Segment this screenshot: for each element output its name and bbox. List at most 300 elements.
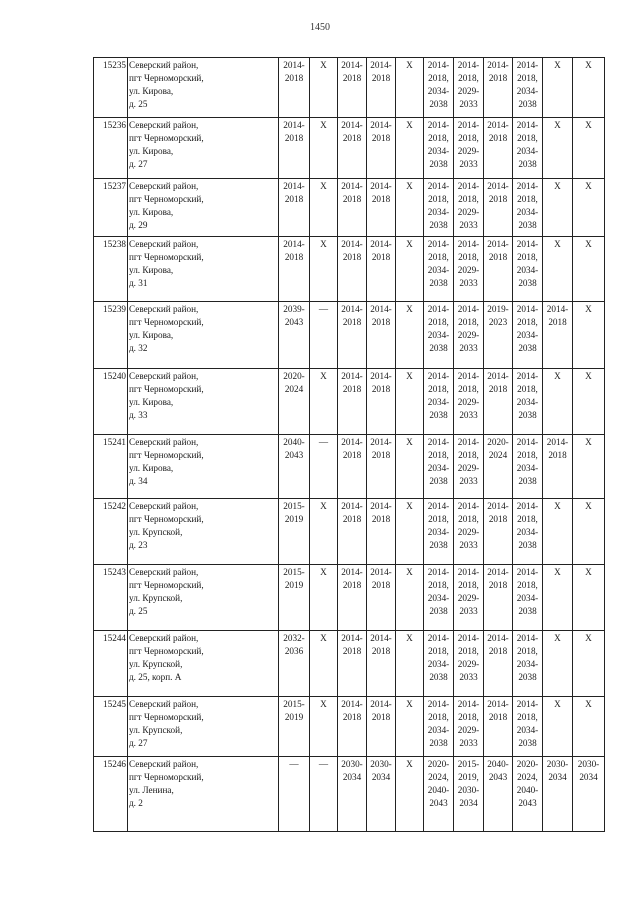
period-cell (367, 179, 396, 237)
address-line: ул. Кирова, (129, 207, 174, 217)
table-row (94, 179, 605, 237)
address-cell (128, 58, 279, 118)
address-line: Северский район, (129, 437, 199, 447)
period-cell (573, 435, 605, 499)
period-line: 2014- (516, 501, 539, 511)
period-cell (310, 757, 338, 832)
period-line: 2038 (518, 476, 537, 486)
period-cell (484, 237, 513, 302)
period-cell (454, 58, 484, 118)
period-line: — (289, 759, 299, 769)
period-line: 2018 (488, 252, 508, 262)
period-line: 2018, (517, 133, 538, 143)
period-line: 2014- (516, 60, 539, 70)
period-line: — (318, 437, 329, 447)
period-line: X (554, 371, 561, 381)
period-line: X (554, 60, 561, 70)
period-line: X (554, 181, 561, 191)
period-cell (310, 237, 338, 302)
address-line: ул. Ленина, (129, 785, 174, 795)
period-cell (513, 631, 543, 697)
period-line: 2034- (427, 397, 450, 407)
period-line: 2033 (459, 540, 478, 550)
period-cell (424, 697, 454, 757)
period-line: 2034- (516, 397, 539, 407)
period-cell (573, 369, 605, 435)
period-line: 2014- (427, 501, 450, 511)
address-line: пгт Черноморский, (129, 133, 204, 143)
period-cell (310, 302, 338, 369)
period-line: 2018, (458, 712, 479, 722)
period-line: 2034- (516, 593, 539, 603)
period-line: 2018 (342, 646, 362, 656)
period-line: X (585, 633, 592, 643)
period-line: 2014- (341, 181, 363, 191)
period-cell (279, 302, 310, 369)
period-cell (513, 697, 543, 757)
address-line: д. 25 (129, 606, 148, 616)
period-cell (484, 58, 513, 118)
period-line: X (406, 181, 413, 191)
period-line: — (318, 304, 329, 314)
address-line: д. 2 (129, 798, 143, 808)
period-line: 2014- (487, 60, 509, 70)
period-cell (513, 565, 543, 631)
address-line: ул. Крупской, (129, 725, 183, 735)
period-line: 2014- (487, 699, 509, 709)
period-line: 2018 (371, 646, 391, 656)
address-cell (128, 118, 279, 179)
address-line: Северский район, (129, 699, 199, 709)
period-line: X (406, 759, 413, 769)
period-cell (338, 179, 367, 237)
period-line: 2018, (458, 194, 479, 204)
period-line: 2038 (429, 278, 448, 288)
period-line: 2040- (283, 437, 305, 447)
period-line: 2024, (517, 772, 538, 782)
row-number-cell: 15240 (94, 369, 128, 435)
period-line: 2029- (457, 659, 480, 669)
address-line: пгт Черноморский, (129, 73, 204, 83)
address-line: пгт Черноморский, (129, 772, 204, 782)
period-cell (367, 237, 396, 302)
address-line: пгт Черноморский, (129, 646, 204, 656)
period-line: 2018 (342, 712, 362, 722)
row-number-cell: 15242 (94, 499, 128, 565)
table-row (94, 237, 605, 302)
address-line: ул. Кирова, (129, 86, 174, 96)
period-line: 2038 (429, 159, 448, 169)
period-line: 2033 (459, 278, 478, 288)
period-line: X (554, 567, 561, 577)
period-cell (513, 435, 543, 499)
period-cell (367, 58, 396, 118)
period-line: X (320, 633, 327, 643)
period-cell (454, 565, 484, 631)
period-line: X (585, 239, 592, 249)
address-line: д. 25, корп. А (129, 672, 182, 682)
period-line: 2014- (487, 633, 509, 643)
period-line: 2014- (341, 699, 363, 709)
period-line: 2014- (487, 567, 509, 577)
period-line: 2018, (428, 133, 449, 143)
period-line: X (554, 120, 561, 130)
period-line: 2034- (516, 86, 539, 96)
period-line: X (554, 239, 561, 249)
address-line: ул. Кирова, (129, 330, 174, 340)
period-cell (543, 565, 573, 631)
period-cell (513, 237, 543, 302)
period-line: 2018, (458, 646, 479, 656)
row-number-cell: 15235 (94, 58, 128, 118)
period-line: 2038 (518, 606, 537, 616)
period-line: 2034- (427, 593, 450, 603)
address-line: Северский район, (129, 181, 199, 191)
period-line: 2018, (428, 73, 449, 83)
period-line: 2038 (429, 410, 448, 420)
period-line: 2034- (427, 330, 450, 340)
period-line: 2029- (457, 527, 480, 537)
period-cell (279, 757, 310, 832)
period-line: 2014- (370, 699, 392, 709)
period-line: 2018, (428, 317, 449, 327)
row-number-cell: 15239 (94, 302, 128, 369)
period-line: 2030- (546, 759, 569, 769)
period-line: 2018 (284, 133, 304, 143)
period-line: 2018 (342, 580, 362, 590)
period-cell (424, 435, 454, 499)
address-line: Северский район, (129, 501, 199, 511)
address-line: д. 34 (129, 476, 148, 486)
period-line: 2020- (516, 759, 539, 769)
period-line: 2018 (488, 514, 508, 524)
period-cell (367, 499, 396, 565)
period-line: 2034- (427, 463, 450, 473)
address-line: ул. Кирова, (129, 146, 174, 156)
period-line: 2034- (516, 527, 539, 537)
period-line: 2034- (516, 725, 539, 735)
address-line: пгт Черноморский, (129, 450, 204, 460)
period-cell (367, 565, 396, 631)
table-row (94, 369, 605, 435)
period-cell (396, 757, 424, 832)
period-line: 2040- (516, 785, 539, 795)
period-line: 2023 (488, 317, 508, 327)
period-cell (396, 697, 424, 757)
period-line: 2029- (457, 330, 480, 340)
period-line: 2043 (429, 798, 448, 808)
period-line: 2034 (579, 772, 598, 782)
period-line: 2033 (459, 343, 478, 353)
period-line: 2018, (517, 580, 538, 590)
period-line: X (406, 437, 413, 447)
period-line: 2034- (516, 330, 539, 340)
period-cell (543, 118, 573, 179)
period-line: X (406, 501, 413, 511)
period-cell (396, 237, 424, 302)
period-cell (310, 369, 338, 435)
period-cell (573, 499, 605, 565)
period-line: 2014- (370, 181, 392, 191)
period-cell (310, 697, 338, 757)
period-line: 2014- (370, 60, 392, 70)
period-cell (484, 369, 513, 435)
period-line: 2018, (428, 646, 449, 656)
period-cell (484, 631, 513, 697)
period-line: 2038 (518, 672, 537, 682)
period-line: 2018 (371, 133, 391, 143)
period-line: 2014- (516, 567, 539, 577)
period-line: X (320, 181, 327, 191)
period-line: 2014- (487, 120, 509, 130)
period-cell (454, 499, 484, 565)
period-line: 2014- (457, 60, 480, 70)
address-cell (128, 237, 279, 302)
period-line: 2014- (370, 304, 392, 314)
period-line: 2014- (341, 371, 363, 381)
period-line: 2014- (457, 239, 480, 249)
address-line: д. 32 (129, 343, 148, 353)
period-line: X (406, 567, 413, 577)
period-cell (310, 631, 338, 697)
period-cell (484, 302, 513, 369)
period-line: 2018, (428, 194, 449, 204)
period-line: X (320, 501, 327, 511)
period-cell (424, 499, 454, 565)
period-line: 2034- (427, 659, 450, 669)
period-line: 2015- (457, 759, 480, 769)
period-cell (573, 697, 605, 757)
address-line: пгт Черноморский, (129, 252, 204, 262)
period-cell (573, 565, 605, 631)
period-line: 2030- (457, 785, 480, 795)
period-line: 2018 (342, 450, 362, 460)
period-line: 2015- (283, 567, 305, 577)
period-cell (454, 435, 484, 499)
row-number-cell: 15246 (94, 757, 128, 832)
table-row (94, 757, 605, 832)
period-line: 2014- (341, 304, 363, 314)
period-line: 2018 (342, 384, 362, 394)
period-line: 2038 (429, 343, 448, 353)
period-line: 2040- (487, 759, 509, 769)
period-cell (367, 369, 396, 435)
address-line: Северский район, (129, 120, 199, 130)
address-line: Северский район, (129, 371, 199, 381)
period-line: 2032- (283, 633, 305, 643)
period-line: 2034- (427, 527, 450, 537)
table-row (94, 565, 605, 631)
period-cell (573, 631, 605, 697)
period-cell (424, 118, 454, 179)
period-line: 2014- (427, 304, 450, 314)
period-cell (338, 302, 367, 369)
period-line: 2033 (459, 476, 478, 486)
period-cell (396, 631, 424, 697)
period-line: X (320, 239, 327, 249)
period-line: 2020- (487, 437, 509, 447)
address-line: ул. Крупской, (129, 659, 183, 669)
period-cell (310, 58, 338, 118)
row-number-cell: 15241 (94, 435, 128, 499)
period-line: 2014- (370, 371, 392, 381)
period-line: 2018 (371, 252, 391, 262)
address-line: д. 23 (129, 540, 148, 550)
period-line: 2014- (341, 567, 363, 577)
period-cell (543, 58, 573, 118)
period-line: 2029- (457, 593, 480, 603)
period-line: 2034- (427, 86, 450, 96)
period-cell (484, 565, 513, 631)
address-line: Северский район, (129, 60, 199, 70)
period-line: 2018 (342, 133, 362, 143)
period-line: 2014- (457, 437, 480, 447)
period-cell (543, 435, 573, 499)
period-line: 2018 (371, 73, 391, 83)
period-cell (396, 369, 424, 435)
period-line: 2014- (283, 120, 305, 130)
address-line: д. 27 (129, 738, 148, 748)
period-cell (573, 118, 605, 179)
period-line: 2033 (459, 738, 478, 748)
address-line: пгт Черноморский, (129, 580, 204, 590)
period-line: 2034 (342, 772, 362, 782)
period-cell (543, 237, 573, 302)
period-line: 2014- (457, 304, 480, 314)
period-line: 2043 (284, 450, 304, 460)
period-cell (484, 499, 513, 565)
period-cell (454, 118, 484, 179)
period-line: X (406, 60, 413, 70)
period-line: 2014- (457, 567, 480, 577)
period-line: 2014- (427, 120, 450, 130)
period-line: 2019- (487, 304, 509, 314)
row-number-cell: 15237 (94, 179, 128, 237)
period-line: X (320, 120, 327, 130)
period-line: 2038 (518, 738, 537, 748)
period-line: 2029- (457, 86, 480, 96)
table-row (94, 697, 605, 757)
period-line: 2043 (488, 772, 508, 782)
address-line: пгт Черноморский, (129, 194, 204, 204)
period-line: 2018, (428, 450, 449, 460)
period-line: 2014- (427, 181, 450, 191)
period-line: X (406, 120, 413, 130)
address-line: ул. Кирова, (129, 463, 174, 473)
period-line: 2018 (342, 514, 362, 524)
period-line: 2038 (518, 99, 537, 109)
period-line: X (406, 304, 413, 314)
address-line: пгт Черноморский, (129, 317, 204, 327)
period-line: 2034- (516, 146, 539, 156)
address-line: д. 29 (129, 220, 148, 230)
period-cell (513, 499, 543, 565)
table-body (94, 58, 605, 832)
period-cell (310, 179, 338, 237)
period-cell (338, 369, 367, 435)
address-line: ул. Кирова, (129, 265, 174, 275)
period-line: 2018, (517, 317, 538, 327)
period-line: 2038 (518, 343, 537, 353)
address-line: Северский район, (129, 633, 199, 643)
period-cell (310, 565, 338, 631)
period-line: 2034- (427, 265, 450, 275)
table-row (94, 499, 605, 565)
period-line: 2018, (458, 133, 479, 143)
period-cell (454, 757, 484, 832)
period-line: 2014- (341, 120, 363, 130)
period-line: 2033 (459, 99, 478, 109)
period-line: 2018 (371, 317, 391, 327)
period-line: 2018 (371, 194, 391, 204)
period-line: 2018 (488, 73, 508, 83)
period-cell (279, 58, 310, 118)
row-number-cell: 15236 (94, 118, 128, 179)
period-line: X (406, 239, 413, 249)
period-line: 2014- (487, 181, 509, 191)
period-cell (338, 631, 367, 697)
period-cell (513, 302, 543, 369)
address-line: д. 31 (129, 278, 148, 288)
address-line: пгт Черноморский, (129, 712, 204, 722)
period-line: 2014- (341, 633, 363, 643)
period-line: X (585, 371, 592, 381)
period-cell (367, 631, 396, 697)
period-cell (543, 179, 573, 237)
period-line: 2034 (548, 772, 567, 782)
period-line: — (318, 759, 329, 769)
period-line: 2014- (487, 239, 509, 249)
period-cell (424, 302, 454, 369)
period-cell (573, 757, 605, 832)
table-row (94, 435, 605, 499)
period-line: X (320, 60, 327, 70)
period-line: X (406, 371, 413, 381)
period-line: 2018 (488, 384, 508, 394)
address-cell (128, 565, 279, 631)
period-line: 2014- (427, 371, 450, 381)
period-cell (543, 631, 573, 697)
period-line: 2029- (457, 725, 480, 735)
period-cell (573, 179, 605, 237)
period-line: X (585, 181, 592, 191)
period-cell (338, 565, 367, 631)
period-cell (543, 757, 573, 832)
period-cell (367, 757, 396, 832)
period-line: 2038 (518, 540, 537, 550)
period-line: 2014- (427, 60, 450, 70)
period-line: 2014- (546, 304, 569, 314)
period-line: 2038 (518, 410, 537, 420)
period-line: 2018, (517, 73, 538, 83)
address-cell (128, 435, 279, 499)
row-number-cell: 15238 (94, 237, 128, 302)
period-line: 2014- (516, 437, 539, 447)
period-line: 2018, (517, 646, 538, 656)
period-line: 2014- (516, 120, 539, 130)
period-cell (279, 565, 310, 631)
period-line: 2038 (429, 672, 448, 682)
period-cell (338, 697, 367, 757)
table-row (94, 58, 605, 118)
period-line: 2019 (284, 514, 304, 524)
period-cell (543, 697, 573, 757)
address-cell (128, 302, 279, 369)
period-line: 2018, (517, 712, 538, 722)
period-line: X (585, 304, 592, 314)
period-line: X (554, 501, 561, 511)
period-cell (484, 435, 513, 499)
